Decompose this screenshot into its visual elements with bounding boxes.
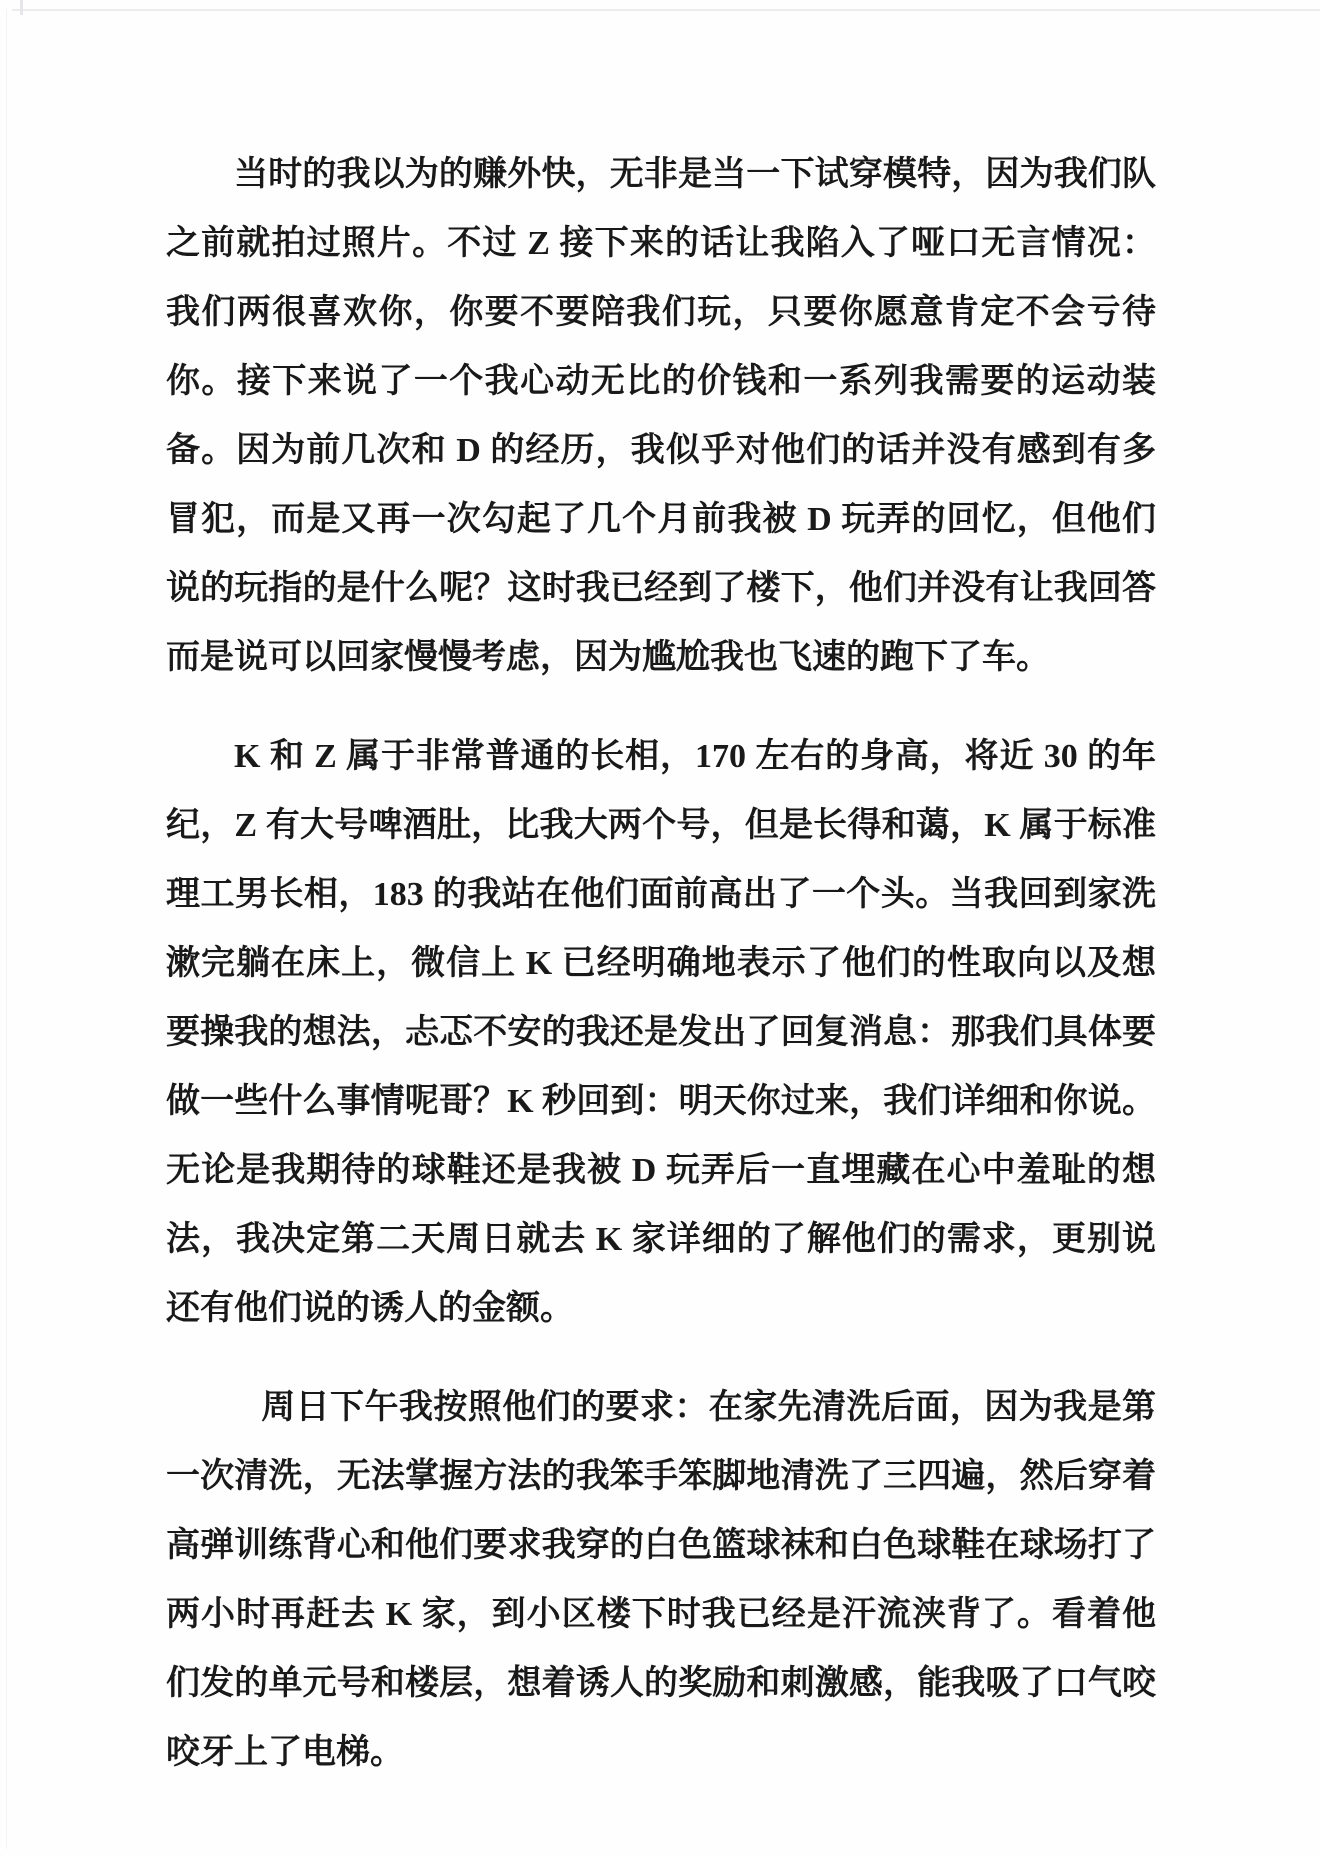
scan-edge-top-line	[12, 9, 1320, 11]
paragraph-1: 当时的我以为的赚外快，无非是当一下试穿模特，因为我们队之前就拍过照片。不过 Z 接下来的话让我陷入了哑口无言情况：我们两很喜欢你，你要不要陪我们玩，只要你愿意肯定不会亏待你。接下来说了一个我心动无比的价钱和一系列我需要的运动装备。因为前几次和 D 的经历，我似乎对他们的话并没有感到有多冒犯，而是又再一次勾起了几个月前我被 D 玩弄的回忆，但他们说的玩指的是什么呢？这时我已经到了楼下，他们并没有让我回答而是说可以回家慢慢考虑，因为尴尬我也飞速的跑下了车。	[166, 156, 1156, 676]
text-body	[166, 140, 1156, 1817]
scan-edge-corner-tick	[20, 0, 23, 15]
paragraph-2: K 和 Z 属于非常普通的长相，170 左右的身高，将近 30 的年纪，Z 有大号啤酒肚，比我大两个号，但是长得和蔼，K 属于标准理工男长相，183 的我站在他们面前高出了一个头。当我回到家洗漱完躺在床上，微信上 K 已经明确地表示了他们的性取向以及想要操我的想法，忐忑不安的我还是发出了回复消息：那我们具体要做一些什么事情呢哥？K 秒回到：明天你过来，我们详细和你说。无论是我期待的球鞋还是我被 D 玩弄后一直埋藏在心中羞耻的想法，我决定第二天周日就去 K 家详细的了解他们的需求，更别说还有他们说的诱人的金额。	[166, 738, 1156, 1327]
paragraph-3: 周日下午我按照他们的要求：在家先清洗后面，因为我是第一次清洗，无法掌握方法的我笨手笨脚地清洗了三四遍，然后穿着高弹训练背心和他们要求我穿的白色篮球袜和白色球鞋在球场打了两小时再赶去 K 家，到小区楼下时我已经是汗流浃背了。看着他们发的单元号和楼层，想着诱人的奖励和刺激感，能我吸了口气咬咬牙上了电梯。	[166, 1389, 1156, 1771]
scan-edge-left-line	[6, 9, 7, 1849]
